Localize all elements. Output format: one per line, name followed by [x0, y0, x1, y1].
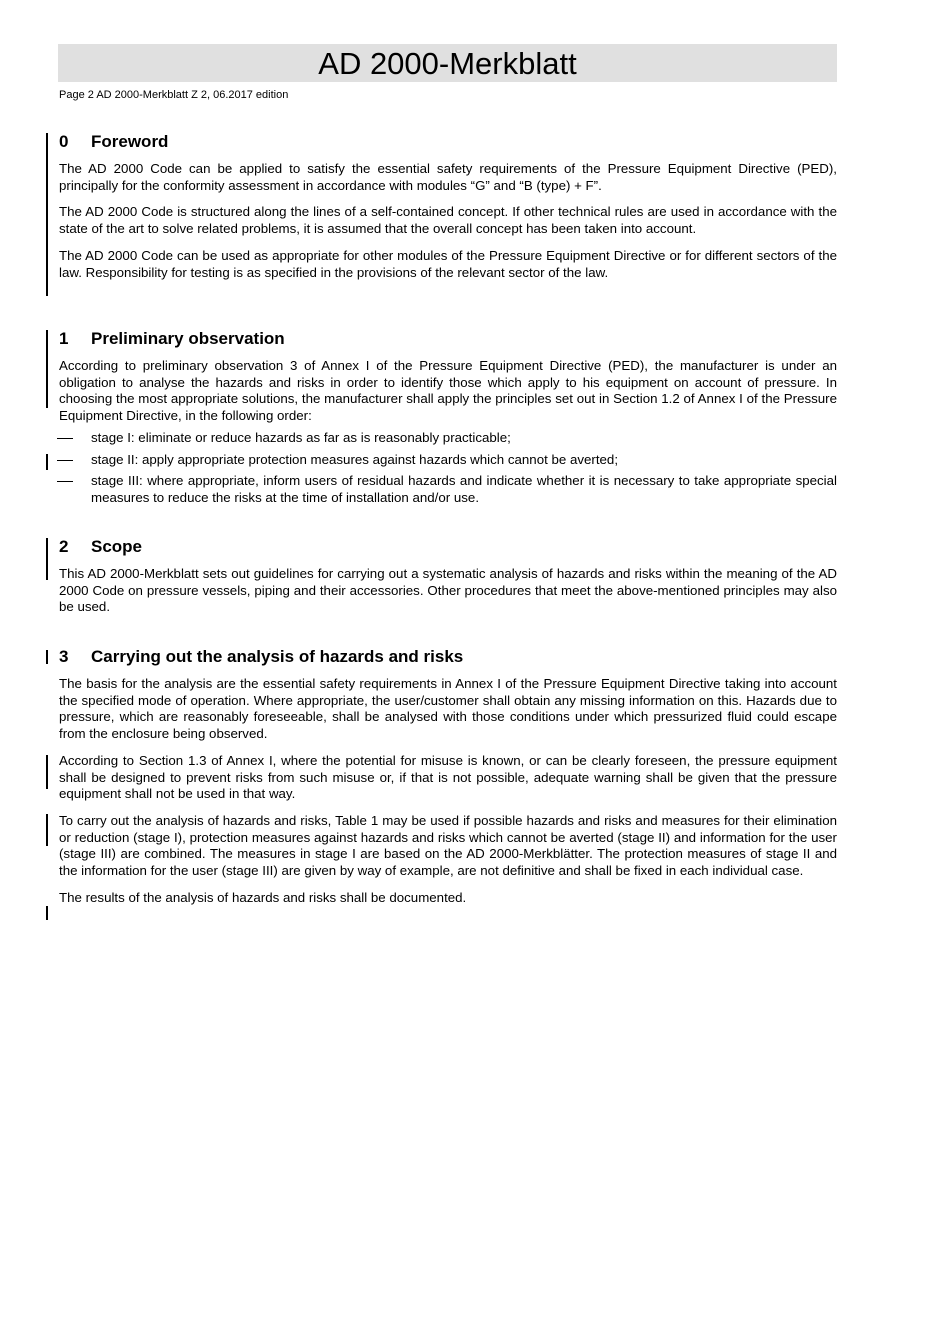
paragraph: The AD 2000 Code can be applied to satisfy the essential safety requirements of the Pressure Equipment Directive (PED), principally for the conformity assessment in accordance with modules “G” and “B (type) + F”.	[59, 161, 837, 193]
section-title: Scope	[91, 537, 143, 556]
page-info: Page 2 AD 2000-Merkblatt Z 2, 06.2017 edition	[59, 89, 289, 101]
change-bar	[46, 538, 48, 580]
section-heading	[59, 329, 837, 349]
dash-bullet	[57, 438, 73, 439]
stage-list	[59, 430, 837, 507]
paragraph: The AD 2000 Code can be used as appropriate for other modules of the Pressure Equipment Directive or for different sectors of the law. Responsibility for testing is as specified in the provisions of the relevant sector of the law.	[59, 247, 837, 280]
section-number: 3	[59, 647, 69, 666]
paragraph: This AD 2000-Merkblatt sets out guidelines for carrying out a systematic analysis of hazards and risks within the meaning of the AD 2000 Code on pressure vessels, piping and their accessories. Other procedures that meet the above-mentioned principles may also be used.	[59, 566, 837, 615]
change-bar	[46, 906, 48, 920]
change-bar	[46, 814, 48, 846]
list-item-text: stage I: eliminate or reduce hazards as far as is reasonably practicable;	[91, 429, 511, 445]
section-number: 2	[59, 537, 69, 556]
section-number: 0	[59, 132, 69, 151]
section-heading	[59, 537, 837, 557]
section-foreword	[59, 132, 837, 291]
paragraph: To carry out the analysis of hazards and risks, Table 1 may be used if possible hazards and risks and measures for their elimination or reduction (stage I), protection measures against hazards and risks which cannot be averted (stage II) and information for the user (stage III) are combined. The measures in stage I are based on the AD 2000-Merkblätter. The protection measures of stage II and the information for the user (stage III) are given by way of example, are not definitive and shall be fixed in each individual case.	[59, 812, 837, 879]
document-title: AD 2000-Merkblatt	[318, 46, 577, 81]
section-title: Foreword	[91, 132, 169, 151]
dash-bullet	[57, 481, 73, 482]
paragraph: According to preliminary observation 3 of Annex I of the Pressure Equipment Directive (PED), the manufacturer is under an obligation to analyse the hazards and risks in order to identify those which apply to his equipment on account of pressure. In choosing the most appropriate solutions, the manufacturer shall apply the principles set out in Section 1.2 of Annex I of the Pressure Equipment Directive, in the following order:	[59, 358, 837, 424]
section-scope	[59, 537, 837, 626]
paragraph: According to Section 1.3 of Annex I, where the potential for misuse is known, or can be clearly foreseen, the pressure equipment shall be designed to prevent risks from such misuse or, if that is not possible, adequate warning shall be given that the pressure equipment shall not be used in that way.	[59, 752, 837, 802]
section-title: Carrying out the analysis of hazards and risks	[91, 647, 464, 666]
section-title: Preliminary observation	[91, 329, 285, 348]
change-bar	[46, 650, 48, 664]
section-number: 1	[59, 329, 69, 348]
paragraph: The results of the analysis of hazards and risks shall be documented.	[59, 889, 467, 905]
change-bar	[46, 755, 48, 789]
paragraph: The AD 2000 Code is structured along the lines of a self-contained concept. If other technical rules are used in accordance with the state of the art to solve related problems, it is assumed that the overall concept has been taken into account.	[59, 204, 837, 237]
section-preliminary-observation	[59, 329, 837, 512]
list-item	[59, 473, 837, 506]
change-bar	[46, 330, 48, 408]
section-analysis-of-hazards	[59, 647, 837, 916]
list-item-text: stage II: apply appropriate protection measures against hazards which cannot be averted;	[91, 451, 619, 467]
paragraph: The basis for the analysis are the essential safety requirements in Annex I of the Pressure Equipment Directive taking into account the specified mode of operation. Where appropriate, the user/customer shall obtain any missing information on this. Hazards due to pressure, which are reasonably foreseeable, shall be analysed with those conditions under which pressurized fluid could escape from the enclosure being observed.	[59, 676, 837, 742]
document-header-banner	[58, 44, 837, 82]
section-heading	[59, 647, 837, 667]
section-heading	[59, 132, 837, 152]
change-bar	[46, 133, 48, 296]
list-item	[59, 430, 837, 447]
change-bar	[46, 454, 48, 470]
dash-bullet	[57, 460, 73, 461]
list-item-text: stage III: where appropriate, inform users of residual hazards and indicate whether it is necessary to take appropriate special measures to reduce the risks at the time of installation and/or use.	[91, 473, 837, 505]
list-item	[59, 452, 837, 469]
